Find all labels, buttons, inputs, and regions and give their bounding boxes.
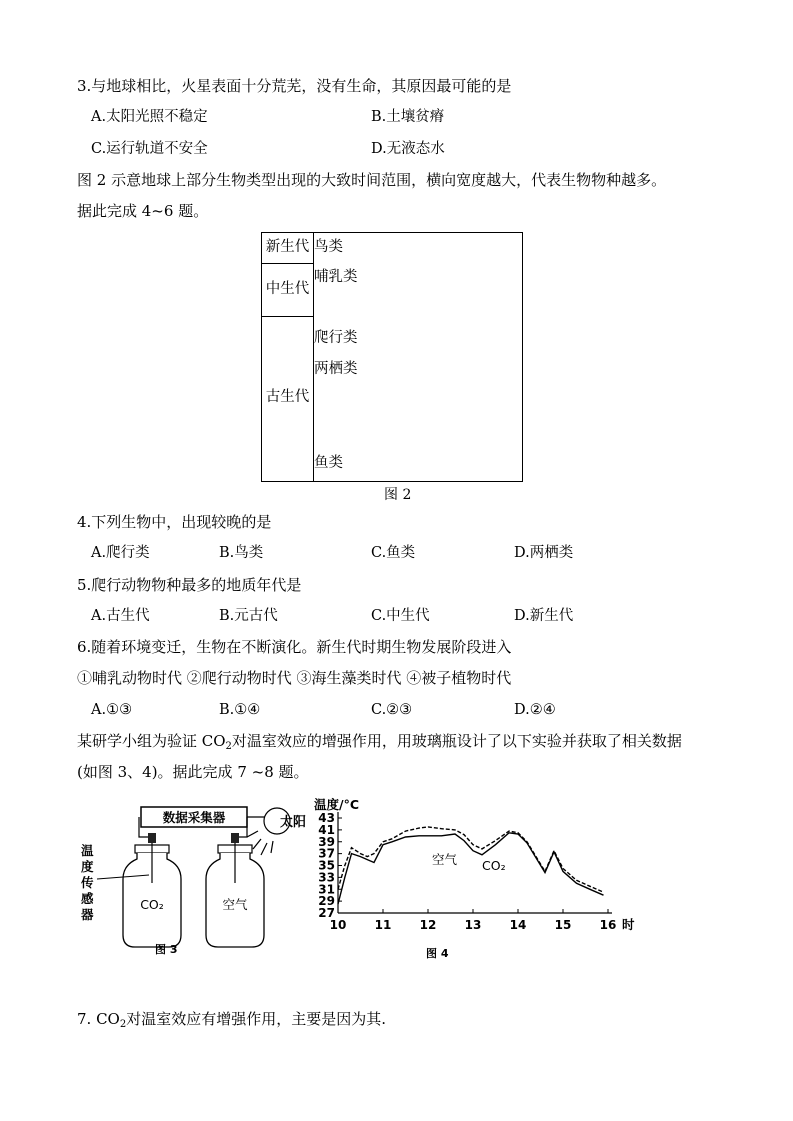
intro3-line2: (如图 3、4)。据此完成 7 ~8 题。: [77, 763, 309, 781]
data-collector-label: 数据采集器: [162, 810, 226, 825]
x-tick-label: 10: [329, 918, 347, 932]
jar-air: [206, 843, 264, 947]
x-axis-label: 时: [622, 917, 635, 932]
sensor-label-char: 器: [81, 907, 94, 922]
q6-option-b: B.①④: [219, 702, 261, 718]
q3-option-b: B.土壤贫瘠: [371, 109, 445, 125]
organism-birds: 鸟类: [314, 239, 343, 255]
jar-air-label: 空气: [222, 897, 248, 912]
y-tick-label: 39: [318, 834, 335, 849]
y-tick-label: 27: [318, 906, 335, 920]
q3-option-d: D.无液态水: [371, 141, 445, 157]
q7-stem: 7. $CO_2$对温室效应有增强作用，主要是因为其.: [77, 1010, 387, 1030]
x-tick-label: 13: [464, 918, 482, 932]
series-label-co2: CO₂: [482, 858, 506, 873]
sensor-label-char: 度: [81, 859, 94, 874]
x-tick-label: 14: [509, 918, 527, 932]
era-column: [262, 233, 314, 481]
figure-4-caption: 图 4: [426, 947, 449, 960]
organism-fish: 鱼类: [314, 455, 343, 471]
q5-option-c: C.中生代: [371, 608, 430, 624]
era-mesozoic: 中生代: [265, 281, 310, 297]
q3-stem: 3.与地球相比，火星表面十分荒芜，没有生命，其原因最可能的是: [77, 77, 512, 95]
y-axis-label: 温度/°C: [314, 797, 359, 812]
q3-option-a: A.太阳光照不稳定: [91, 109, 208, 125]
y-tick-label: 33: [318, 870, 335, 885]
q6-option-d: D.②④: [514, 702, 556, 718]
q4-option-d: D.两栖类: [514, 545, 574, 561]
era-cenozoic: 新生代: [265, 239, 310, 255]
intro2-line2: 据此完成 4~6 题。: [77, 202, 209, 220]
sensor-label-vertical: [80, 843, 94, 922]
x-tick-label: 12: [419, 918, 437, 932]
q4-option-c: C.鱼类: [371, 545, 416, 561]
q5-stem: 5.爬行动物物种最多的地质年代是: [77, 576, 302, 594]
era-paleozoic: 古生代: [265, 389, 310, 405]
intro3-line1: 某研学小组为验证 $CO_2$对温室效应的增强作用，用玻璃瓶设计了以下实验并获取了相关数据: [77, 732, 682, 752]
sensor-plug-left: [148, 833, 156, 843]
organism-amphibians: 两栖类: [314, 361, 358, 377]
sensor-label-char: 传: [81, 875, 94, 890]
q5-option-b: B.元古代: [219, 608, 278, 624]
y-tick-label: 29: [318, 894, 335, 909]
q5-option-a: A.古生代: [91, 608, 150, 624]
y-tick-label: 35: [318, 858, 335, 873]
sensor-label-char: 感: [81, 891, 94, 906]
figure-3-apparatus: [75, 795, 320, 965]
q4-stem: 4.下列生物中，出现较晚的是: [77, 513, 272, 531]
q5-option-d: D.新生代: [514, 608, 574, 624]
figure-2-caption: 图 2: [384, 487, 412, 503]
y-tick-label: 31: [318, 882, 335, 897]
q4-option-a: A.爬行类: [91, 545, 150, 561]
q6-option-c: C.②③: [371, 702, 413, 718]
q3-option-c: C.运行轨道不安全: [91, 141, 208, 157]
jar-co2: [123, 843, 181, 947]
era-divider: [262, 263, 313, 264]
q4-option-b: B.鸟类: [219, 545, 264, 561]
jar-co2-label: CO₂: [140, 897, 164, 912]
q6-option-a: A.①③: [91, 702, 133, 718]
era-divider: [262, 316, 313, 317]
figure-3-caption: 图 3: [155, 943, 178, 956]
sensor-plug-right: [231, 833, 239, 843]
sensor-label-char: 温: [81, 843, 94, 858]
figure-2-table: [261, 232, 523, 482]
y-tick-label: 41: [318, 822, 335, 837]
q6-stem: 6.随着环境变迁，生物在不断演化。新生代时期生物发展阶段进入: [77, 638, 512, 656]
organism-reptiles: 爬行类: [314, 330, 358, 346]
x-tick-label: 16: [599, 918, 617, 932]
sun-label: 太阳: [280, 815, 307, 830]
x-tick-label: 11: [374, 918, 392, 932]
y-tick-label: 43: [318, 811, 335, 825]
series-label-air: 空气: [432, 852, 458, 867]
y-tick-label: 37: [318, 846, 335, 861]
x-tick-label: 15: [554, 918, 572, 932]
series-line-co2: [338, 827, 604, 892]
figure-4-chart: [312, 795, 642, 965]
organism-mammals: 哺乳类: [314, 269, 358, 285]
intro2-line1: 图 2 示意地球上部分生物类型出现的大致时间范围，横向宽度越大，代表生物物种越多。: [77, 171, 667, 189]
q6-items: ①哺乳动物时代 ②爬行动物时代 ③海生藻类时代 ④被子植物时代: [77, 669, 512, 687]
